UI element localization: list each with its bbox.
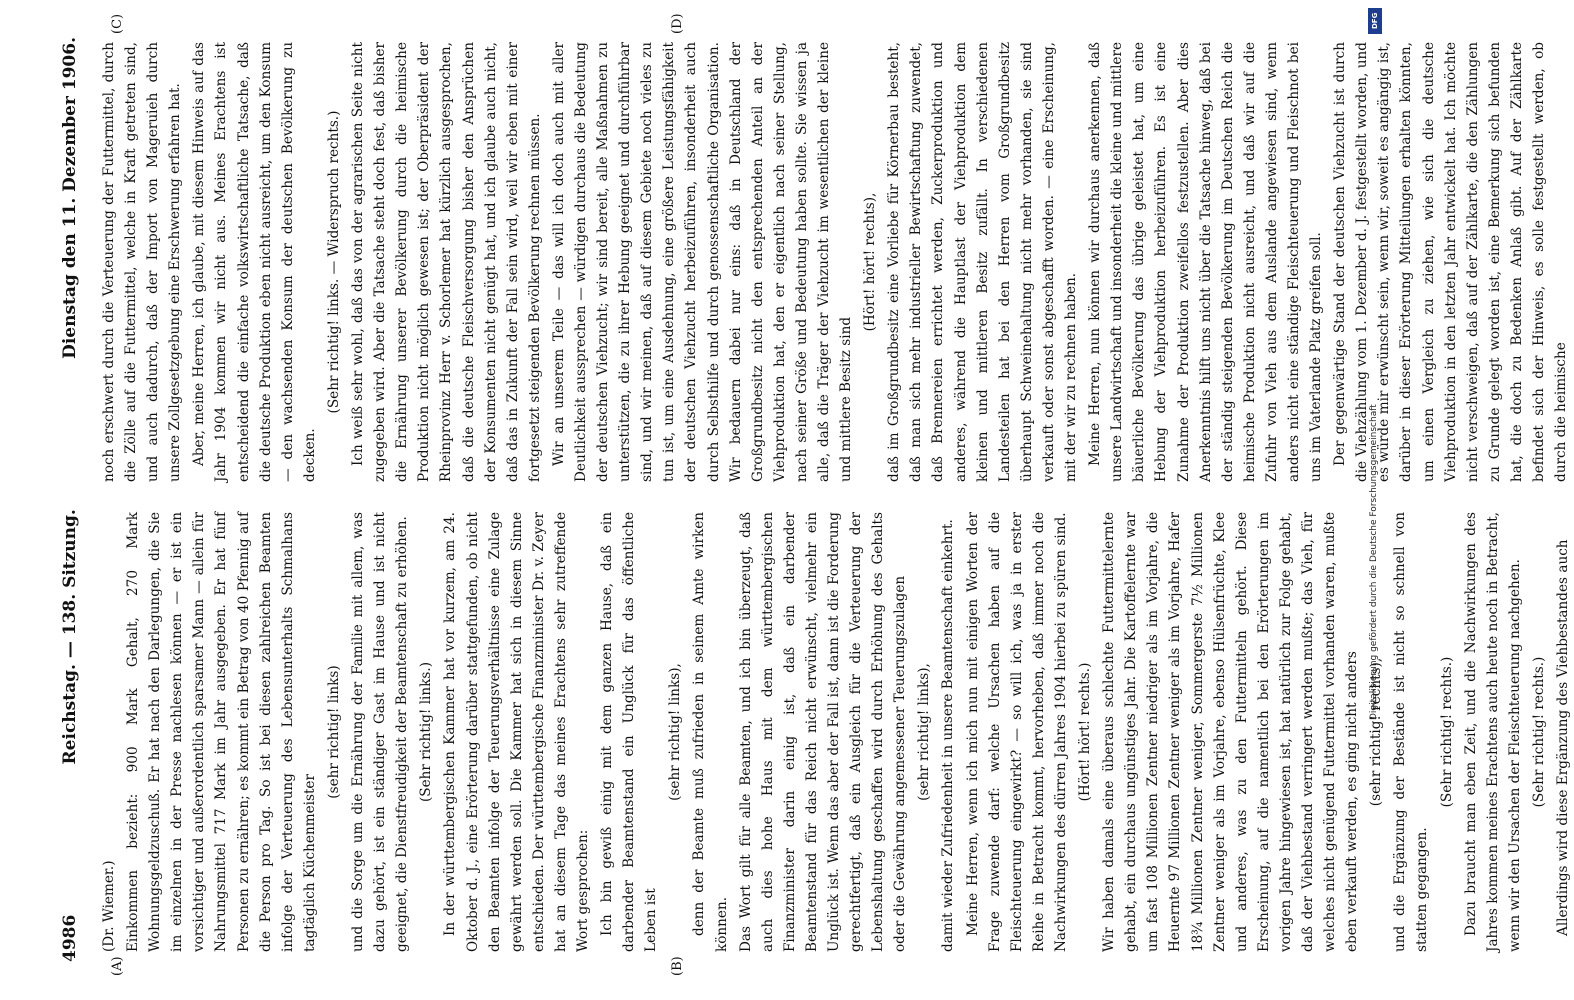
margin-marker-c: (C) — [110, 13, 125, 34]
paragraph: Aber, meine Herren, ich glaube, mit diesem Hinweis auf das Jahr 1904 kommen wir nicht aus. Meines Erachtens ist entscheidend die einfache volkswirtschaftliche Tatsache, daß die deutsche Produktion eben nicht ausreicht, um den Konsum — den wachsenden Konsum der deutschen Bevölkerung zu decken. — [191, 42, 318, 482]
digitization-credit-text: Digitalisierung gefördert durch die Deutsche Forschungsgemeinschaft — [1369, 404, 1379, 720]
right-text-column — [98, 42, 1570, 482]
paragraph: und die Ergänzung der Bestände ist nicht so schnell von statten gegangen. — [1392, 512, 1431, 952]
interjection: (Sehr richtig! rechts.) — [1438, 656, 1455, 808]
margin-marker-a: (A) — [110, 956, 125, 976]
interjection: (Sehr richtig! links.) — [418, 661, 435, 803]
paragraph: Einkommen bezieht: 900 Mark Gehalt, 270 Mark Wohnungsgeldzuschuß. Er hat nach den Darlegungen, die Sie im einzelnen in der Presse nachlesen können — er ist ein vorsichtiger und außerordentlich sparsamer Mann — allein für Nahrungsmittel 717 Mark im Jahr ausgegeben. Er hat fünf Personen zu ernähren; es kommt ein Betrag von 40 Pfennig auf die Person pro Tag. So ist bei diesen zahlreichen Beamten infolge der Verteuerung des Lebensunterhalts Schmalhans tagtäglich Küchenmeister — [125, 512, 318, 952]
paragraph: Ich weiß sehr wohl, daß das von der agrarischen Seite nicht zugegeben wird. Aber die Tatsache steht doch fest, daß bisher die Ernährung unserer Bevölkerung durch die heimische Produktion nicht möglich gewesen ist; der Oberpräsident der Rheinprovinz Herr v. Schorlemer hat kürzlich ausgesprochen, daß die deutsche Fleischversorgung bisher den Ansprüchen der Konsumenten nicht genügt hat, und ich glaube auch nicht, daß das in Zukunft der Fall sein wird, weil wir eben mit einer fortgesetzt steigenden Bevölkerung rechnen müssen. — [350, 42, 543, 482]
interjection: (sehr richtig! links), — [916, 663, 933, 801]
interjection: (sehr richtig! links) — [325, 665, 342, 799]
paragraph: und die Sorge um die Ernährung der Familie mit allem, was dazu gehört, ist ein ständiger Gast im Hause und ist nicht geeignet, die Dienstfreudigkeit der Beamtenschaft zu erhöhen. — [350, 512, 411, 952]
paragraph: Dazu braucht man eben Zeit, und die Nachwirkungen des Jahres kommen meines Erachtens auch heute noch in Betracht, wenn wir den Ursachen der Fleischteuerung nachgehen. — [1462, 512, 1523, 952]
paragraph: denn der Beamte muß zufrieden in seinem Amte wirken können. — [691, 512, 730, 952]
dfg-credit — [1368, 8, 1382, 998]
paragraph: noch erschwert durch die Verteuerung der Futtermittel, durch die Zölle auf die Futtermittel, welche in Kraft getreten sind, und auch dadurch, daß der Import von Mageruieh durch unsere Zollgesetzgebung eine Erschwerung erfahren hat. — [101, 42, 184, 482]
dfg-logo: DFG — [1368, 8, 1382, 34]
paragraph: Der gegenwärtige Stand der deutschen Viehzucht ist durch die Viehzählung vom 1. Dezember d. J. festgestellt worden, und es würde mir erwünscht sein, wenn wir, soweit es angängig ist, darüber in dieser Erörterung Mitteilungen erhalten könnten, um einen Vergleich zu ziehen, wie sich die deutsche Viehproduktion in den letzten Jahr entwickelt hat. Ich möchte nicht verschweigen, daß auf der Zählkarte, die den Zählungen zu Grunde gelegt worden ist, eine Bemerkung sich befunden hat, die doch zu Bedenken Anlaß gibt. Auf der Zählkarte befindet sich der Hinweis, es solle festgestellt werden, ob durch die heimische — [1332, 42, 1570, 482]
interjection: (Hört! hört! rechts.) — [1077, 662, 1094, 802]
interjection: (Sehr richtig! rechts.) — [1530, 656, 1547, 808]
paragraph: Ich bin gewiß einig mit dem ganzen Hause, daß ein darbender Beamtenstand ein Unglück für das öffentliche Leben ist — [599, 512, 660, 952]
margin-marker-d: (D) — [670, 13, 685, 34]
session-date: Dienstag den 11. Dezember 1906. — [60, 37, 80, 359]
session-title: Reichstag. — 138. Sitzung. — [60, 509, 80, 765]
paragraph: Das Wort gilt für alle Beamten, und ich bin überzeugt, daß auch dies hohe Haus mit dem württembergischen Finanzminister darin einig ist, daß ein darbender Beamtenstand für das Reich nicht erwünscht, vielmehr ein Unglück ist. Wenn das aber der Fall ist, dann ist die Forderung gerechtfertigt, daß ein Ausgleich für die Verteuerung der Lebenshaltung geschaffen wird durch Erhöhung des Gehalts oder die Gewährung angemessener Teuerungszulagen — [737, 512, 909, 952]
paragraph: daß im Großgrundbesitz eine Vorliebe für Körnerbau besteht, daß man sich mehr industrieller Bewirtschaftung zuwendet, daß Brennereien errichtet werden, Zuckerproduktion und anderes, während die Hauptlast der Viehproduktion dem kleinen und mittleren Besitz zufällt. In verschiedenen Landesteilen hat bei den Herren vom Großgrundbesitz überhaupt Schweinehaltung nicht mehr vorhanden, sie sind verkauft oder sonst abgeschafft worden. — eine Erscheinung, mit der wir zu rechnen haben. — [886, 42, 1080, 482]
interjection: (Sehr richtig! links. — Widerspruch rechts.) — [325, 110, 342, 414]
page-number: 4986 — [60, 914, 80, 962]
paragraph: Meine Herren, wenn ich mich nun mit einigen Worten der Frage zuwende darf: welche Ursachen haben auf die Fleischteuerung eingewirkt? — so will ich, was ja in erster Reihe in Betracht kommt, hervorheben, daß immer noch die Nachwirkungen des dürren Jahres 1904 hierbei zu spüren sind. — [964, 512, 1069, 952]
paragraph: Meine Herren, nun können wir durchaus anerkennen, daß unsere Landwirtschaft und insonderheit die kleine und mittlere bäuerliche Bevölkerung das übrige geleistet hat, um eine Hebung der Viehproduktion herbeizuführen. Es ist eine Zunahme der Produktion zweifellos festzustellen. Aber dies Anerkenntnis hilft uns nicht über die Tatsache hinweg, daß bei der ständig steigenden Bevölkerung im Deutschen Reich die heimische Produktion nicht ausreicht, und daß wir auf die Zufuhr von Vieh aus dem Auslande angewiesen sind, wenn anders nicht eine ständige Fleischteuerung und Fleischnot bei uns im Vaterlande Platz greifen soll. — [1087, 42, 1325, 482]
paragraph: (Dr. Wiemer.) — [101, 860, 117, 952]
interjection: (Hört! hört! rechts), — [862, 192, 879, 332]
paragraph: Wir haben damals eine überaus schlechte Futtermittelernte gehabt, ein durchaus ungünstiges Jahr. Die Kartoffelernte war um fast 108 Millionen Zentner niedriger als im Vorjahre, die Heuernte 97 Millionen Zentner weniger als im Vorjahre, Hafer 18¾ Millionen Zentner weniger, Sommergerste 7½ Millionen Zentner weniger als im Vorjahre, ebenso Hülsenfrüchte, Klee und anderes, was zu den Futtermitteln gehört. Diese Erscheinung, auf die namentlich bei den Erörterungen im vorigen Jahre hingewiesen ist, hat natürlich zur Folge gehabt, daß der Viehbestand verringert werden mußte; das Vieh, für welches nicht genügend Futtermittel vorhanden waren, mußte eben verkauft werden, es ging nicht anders — [1101, 512, 1361, 952]
interjection: (sehr richtig! links), — [667, 663, 684, 801]
page-header — [50, 37, 90, 962]
interjection: (sehr richtig! rechts), — [1368, 657, 1385, 807]
paragraph: In der württembergischen Kammer hat vor kurzem, am 24. Oktober d. J., eine Erörterung darüber stattgefunden, ob nicht den Beamten infolge der Teuerungsverhältnisse eine Zulage gewährt werden soll. Die Kammer hat sich in diesem Sinne entschieden. Der württembergische Finanzminister Dr. v. Zeyer hat an diesem Tage das meines Erachtens sehr zutreffende Wort gesprochen: — [442, 512, 591, 952]
paragraph: Allerdings wird diese Ergänzung des Viehbestandes auch — [1555, 539, 1571, 936]
margin-marker-b: (B) — [670, 956, 685, 976]
paragraph: damit wieder Zufriedenheit in unsere Beamtenschaft einkehrt. — [940, 519, 957, 952]
paragraph: Wir an unserem Teile — das will ich doch auch mit aller Deutlichkeit aussprechen — würdigen durchaus die Bedeutung der deutschen Viehzucht; wir sind bereit, alle Maßnahmen zu unterstützen, die zu ihrer Hebung geeignet und durchführbar sind, und wir meinen, daß auf diesem Gebiete noch vieles zu tun ist, um eine Ausdehnung, eine größere Leistungsfähigkeit der deutschen Viehzucht herbeizuführen, insonderheit auch durch Selbsthilfe und durch genossenschaftliche Organisation. Wir bedauern dabei nur eins: daß in Deutschland der Großgrundbesitz nicht den entsprechenden Anteil an der Viehproduktion hat, den er eigentlich nach seiner Stellung, nach seiner Größe und Bedeutung haben sollte. Sie wissen ja alle, daß die Träger der Viehzucht im wesentlichen der kleine und mittlere Besitz sind — [550, 42, 855, 482]
